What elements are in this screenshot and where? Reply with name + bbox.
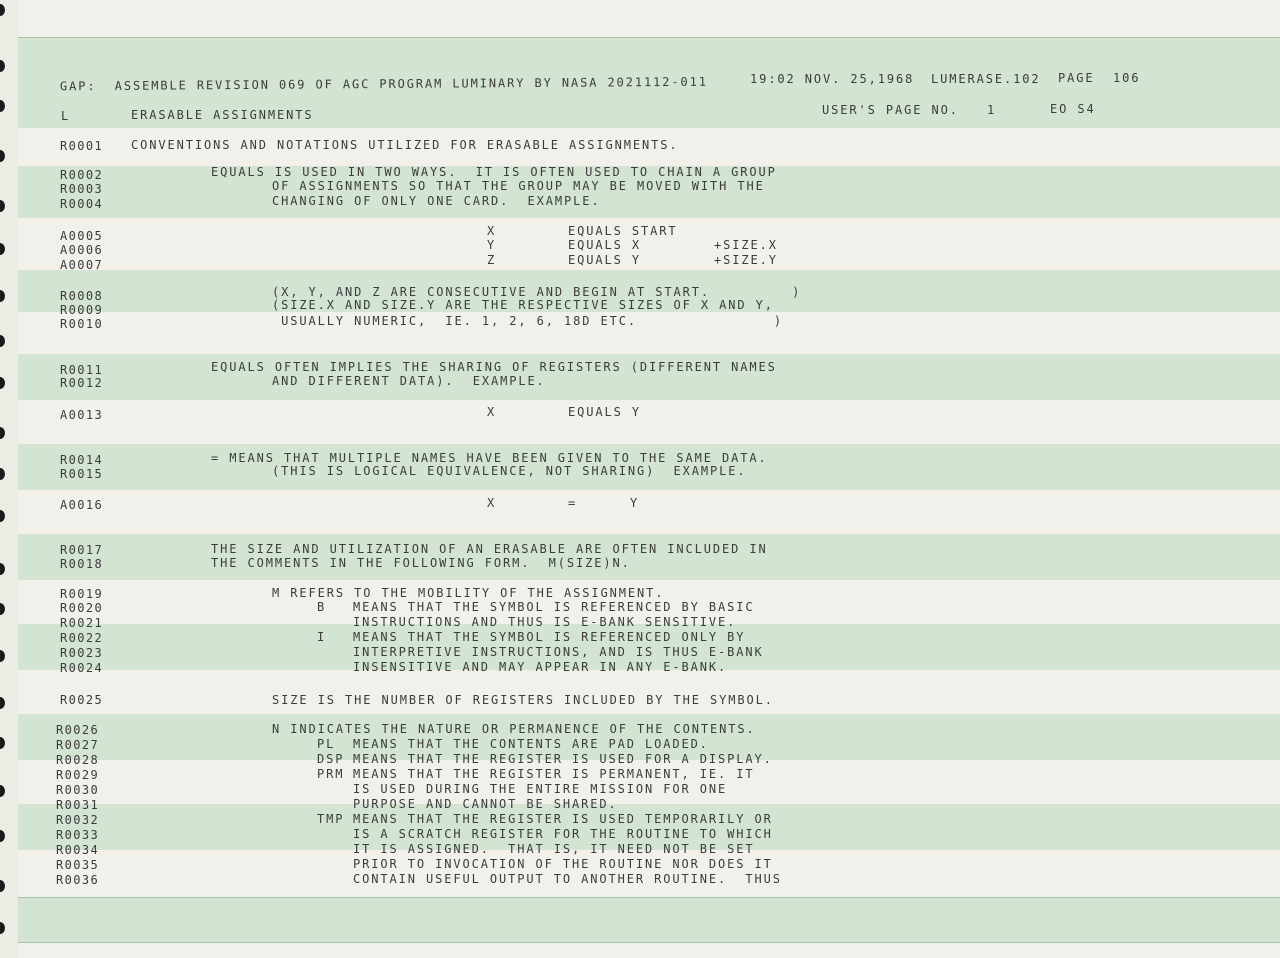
comment-text: IT IS ASSIGNED. THAT IS, IT NEED NOT BE SET: [353, 842, 755, 856]
line-number: R0031: [56, 798, 100, 812]
line-number: A0013: [60, 408, 104, 422]
code-operation: =: [568, 496, 578, 510]
line-number: R0025: [60, 693, 104, 707]
paper-band: [18, 490, 1280, 534]
feed-hole: [0, 290, 5, 302]
feed-hole: [0, 737, 5, 749]
line-number: R0026: [56, 723, 100, 737]
user-page-label: USER'S PAGE NO.: [822, 103, 959, 117]
comment-text: MEANS THAT THE SYMBOL IS REFERENCED BY BASIC: [353, 600, 755, 614]
line-number: R0027: [56, 738, 100, 752]
paper-band: [18, 0, 1280, 37]
feed-hole: [0, 377, 5, 389]
tractor-feed-holes: [0, 0, 12, 958]
code-label: Y: [487, 238, 497, 252]
column-l: L: [61, 109, 71, 123]
code-argument: +SIZE.Y: [714, 253, 778, 267]
comment-tag: B: [317, 600, 327, 614]
band-rule: [18, 897, 1280, 898]
comment-text: THE COMMENTS IN THE FOLLOWING FORM. M(SIZE)N.: [211, 556, 631, 570]
feed-hole: [0, 100, 5, 112]
line-number: R0017: [60, 543, 104, 557]
comment-text: MEANS THAT THE CONTENTS ARE PAD LOADED.: [353, 737, 709, 751]
feed-hole: [0, 243, 5, 255]
comment-text: CONTAIN USEFUL OUTPUT TO ANOTHER ROUTINE. THUS: [353, 872, 782, 886]
paper-band: [18, 670, 1280, 714]
line-number: R0033: [56, 828, 100, 842]
feed-hole: [0, 150, 5, 162]
comment-text: IS USED DURING THE ENTIRE MISSION FOR ONE: [353, 782, 728, 796]
code-label: Z: [487, 253, 497, 267]
comment-text: CONVENTIONS AND NOTATIONS UTILIZED FOR ERASABLE ASSIGNMENTS.: [131, 138, 679, 152]
line-number: R0023: [60, 646, 104, 660]
comment-text: USUALLY NUMERIC, IE. 1, 2, 6, 18D ETC. ): [272, 314, 783, 328]
comment-text: EQUALS OFTEN IMPLIES THE SHARING OF REGISTERS (DIFFERENT NAMES: [211, 360, 777, 374]
line-number: R0028: [56, 753, 100, 767]
line-number: R0036: [56, 873, 100, 887]
line-number: A0016: [60, 498, 104, 512]
code-label: X: [487, 405, 497, 419]
comment-text: IS A SCRATCH REGISTER FOR THE ROUTINE TO WHICH: [353, 827, 773, 841]
line-number: R0003: [60, 182, 104, 196]
comment-text: SIZE IS THE NUMBER OF REGISTERS INCLUDED BY THE SYMBOL.: [272, 693, 774, 707]
comment-text: (X, Y, AND Z ARE CONSECUTIVE AND BEGIN AT START. ): [272, 285, 802, 299]
comment-tag: PL: [317, 737, 336, 751]
code-argument: Y: [630, 496, 640, 510]
comment-text: = MEANS THAT MULTIPLE NAMES HAVE BEEN GIVEN TO THE SAME DATA.: [211, 451, 768, 465]
feed-hole: [0, 200, 5, 212]
feed-hole: [0, 650, 5, 662]
band-rule: [18, 37, 1280, 38]
section-title: ERASABLE ASSIGNMENTS: [131, 108, 314, 122]
line-number: R0032: [56, 813, 100, 827]
paper-band: [18, 400, 1280, 444]
feed-hole: [0, 785, 5, 797]
line-number: R0011: [60, 363, 104, 377]
comment-text: MEANS THAT THE SYMBOL IS REFERENCED ONLY BY: [353, 630, 746, 644]
listing-file: LUMERASE.102: [931, 72, 1041, 86]
line-number: R0008: [60, 289, 104, 303]
comment-text: INSENSITIVE AND MAY APPEAR IN ANY E-BANK.: [353, 660, 728, 674]
feed-hole: [0, 60, 5, 72]
line-number: A0007: [60, 258, 104, 272]
comment-text: MEANS THAT THE REGISTER IS USED FOR A DISPLAY.: [353, 752, 773, 766]
line-number: R0021: [60, 616, 104, 630]
feed-hole: [0, 830, 5, 842]
feed-hole: [0, 603, 5, 615]
line-number: R0029: [56, 768, 100, 782]
line-number: A0006: [60, 243, 104, 257]
line-number: R0034: [56, 843, 100, 857]
feed-hole: [0, 335, 5, 347]
feed-hole: [0, 510, 5, 522]
code-operation: EQUALS X: [568, 238, 641, 252]
line-number: R0024: [60, 661, 104, 675]
line-number: R0014: [60, 453, 104, 467]
code-operation: EQUALS Y: [568, 405, 641, 419]
line-number: R0010: [60, 317, 104, 331]
code-operation: EQUALS Y: [568, 253, 641, 267]
comment-text: INTERPRETIVE INSTRUCTIONS, AND IS THUS E-BANK: [353, 645, 764, 659]
comment-text: (THIS IS LOGICAL EQUIVALENCE, NOT SHARING) EXAMPLE.: [272, 464, 747, 478]
code-label: X: [487, 496, 497, 510]
comment-text: OF ASSIGNMENTS SO THAT THE GROUP MAY BE MOVED WITH THE: [272, 179, 765, 193]
feed-hole: [0, 697, 5, 709]
line-number: R0002: [60, 168, 104, 182]
line-number: R0015: [60, 467, 104, 481]
paper-band: [18, 942, 1280, 958]
listing-time: 19:02 NOV. 25,1968: [750, 72, 915, 86]
feed-hole: [0, 922, 5, 934]
comment-tag: TMP: [317, 812, 345, 826]
line-number: A0005: [60, 229, 104, 243]
line-number: R0019: [60, 587, 104, 601]
page-number: 106: [1113, 71, 1141, 85]
page-label: PAGE: [1058, 71, 1095, 85]
comment-text: (SIZE.X AND SIZE.Y ARE THE RESPECTIVE SIZES OF X AND Y,: [272, 298, 774, 312]
feed-hole: [0, 427, 5, 439]
line-number: R0020: [60, 601, 104, 615]
comment-text: MEANS THAT THE REGISTER IS USED TEMPORARILY OR: [353, 812, 773, 826]
comment-text: INSTRUCTIONS AND THUS IS E-BANK SENSITIVE.: [353, 615, 737, 629]
comment-tag: I: [317, 630, 327, 644]
comment-text: PRIOR TO INVOCATION OF THE ROUTINE NOR DOES IT: [353, 857, 773, 871]
line-number: R0030: [56, 783, 100, 797]
line-number: R0009: [60, 303, 104, 317]
line-number: R0001: [60, 139, 104, 153]
line-number: R0035: [56, 858, 100, 872]
line-number: R0022: [60, 631, 104, 645]
comment-text: PURPOSE AND CANNOT BE SHARED.: [353, 797, 618, 811]
comment-text: CHANGING OF ONLY ONE CARD. EXAMPLE.: [272, 194, 601, 208]
comment-text: M REFERS TO THE MOBILITY OF THE ASSIGNMENT.: [272, 586, 665, 600]
comment-text: THE SIZE AND UTILIZATION OF AN ERASABLE ARE OFTEN INCLUDED IN: [211, 542, 768, 556]
paper-band: [18, 897, 1280, 942]
eo-code: EO S4: [1050, 102, 1096, 116]
feed-hole: [0, 880, 5, 892]
comment-text: EQUALS IS USED IN TWO WAYS. IT IS OFTEN USED TO CHAIN A GROUP: [211, 165, 777, 179]
comment-text: AND DIFFERENT DATA). EXAMPLE.: [272, 374, 546, 388]
feed-hole: [0, 468, 5, 480]
line-number: R0012: [60, 376, 104, 390]
band-rule: [18, 942, 1280, 943]
comment-tag: DSP: [317, 752, 345, 766]
comment-tag: PRM: [317, 767, 345, 781]
code-operation: EQUALS START: [568, 224, 678, 238]
comment-text: N INDICATES THE NATURE OR PERMANENCE OF THE CONTENTS.: [272, 722, 756, 736]
paper-band: [18, 534, 1280, 580]
line-number: R0018: [60, 557, 104, 571]
comment-text: MEANS THAT THE REGISTER IS PERMANENT, IE. IT: [353, 767, 755, 781]
listing-title: GAP: ASSEMBLE REVISION 069 OF AGC PROGRAM LUMINARY BY NASA 2021112-011: [59, 74, 708, 94]
feed-hole: [0, 563, 5, 575]
line-number: R0004: [60, 197, 104, 211]
code-argument: +SIZE.X: [714, 238, 778, 252]
user-page-number: 1: [987, 103, 997, 117]
code-label: X: [487, 224, 497, 238]
feed-hole: [0, 4, 5, 16]
